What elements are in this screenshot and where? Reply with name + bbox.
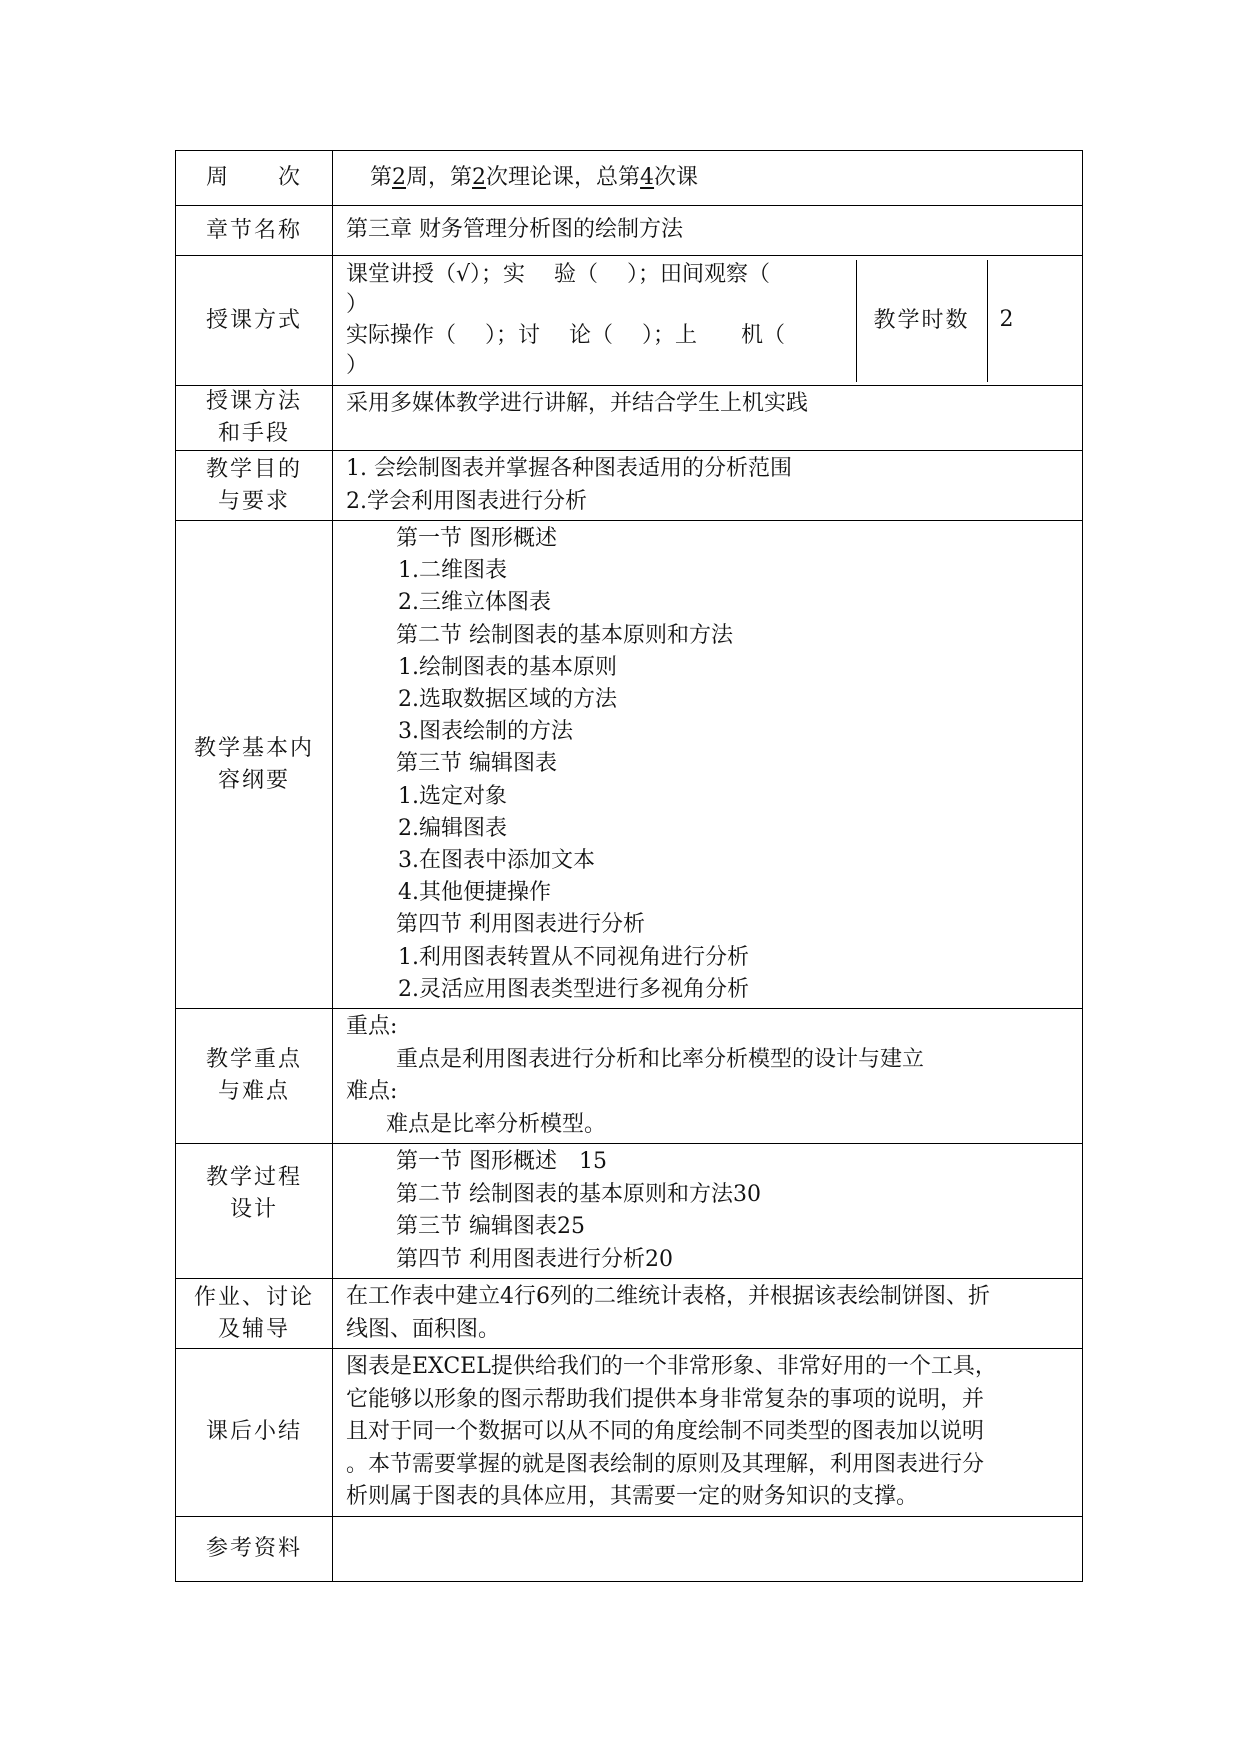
row-summary — [176, 1349, 1083, 1517]
row-references — [176, 1516, 1083, 1581]
row-chapter — [176, 206, 1083, 256]
difficulty-text: 难点是比率分析模型。 — [386, 1111, 607, 1137]
method-inner-table — [333, 260, 1083, 382]
label-teaching-hours: 教学时数 — [856, 260, 987, 382]
label-process: 教学过程 设计 — [176, 1144, 333, 1279]
label-key-points: 教学重点 与难点 — [176, 1009, 333, 1144]
label-goals: 教学目的 与要求 — [176, 451, 333, 521]
row-week — [176, 151, 1083, 206]
value-content — [333, 521, 1083, 1009]
outline-item: 3.在图表中添加文本 — [398, 848, 595, 874]
summary-line: 它能够以形象的图示帮助我们提供本身非常复杂的事项的说明，并 — [346, 1386, 985, 1412]
outline-item: 2.三维立体图表 — [398, 590, 551, 616]
row-homework — [176, 1279, 1083, 1349]
outline-item: 3.图表绘制的方法 — [398, 719, 573, 745]
row-process — [176, 1144, 1083, 1279]
outline-item: 4.其他便捷操作 — [398, 880, 551, 906]
key-point-title: 重点: — [346, 1014, 398, 1040]
value-process — [333, 1144, 1083, 1279]
outline-item: 1.绘制图表的基本原则 — [398, 654, 617, 680]
outline-item: 2.灵活应用图表类型进行多视角分析 — [398, 976, 749, 1002]
method-options-line4: ） — [346, 353, 369, 378]
total-class-number: 4 — [640, 164, 655, 190]
summary-line: 。本节需要掌握的就是图表绘制的原则及其理解，利用图表进行分 — [346, 1451, 985, 1477]
value-chapter: 第三章 财务管理分析图的绘制方法 — [333, 206, 1083, 256]
label-week: 周 次 — [176, 151, 333, 206]
process-item: 第三节 编辑图表25 — [396, 1214, 585, 1240]
row-key-points — [176, 1009, 1083, 1144]
outline-item: 1.利用图表转置从不同视角进行分析 — [398, 944, 749, 970]
value-summary — [333, 1349, 1083, 1517]
row-goals — [176, 451, 1083, 521]
outline-item: 1.选定对象 — [398, 783, 507, 809]
label-references: 参考资料 — [176, 1516, 333, 1581]
difficulty-title: 难点: — [346, 1079, 398, 1105]
label-chapter: 章节名称 — [176, 206, 333, 256]
value-teaching-hours: 2 — [987, 260, 1083, 382]
value-key-points — [333, 1009, 1083, 1144]
summary-line: 图表是EXCEL提供给我们的一个非常形象、非常好用的一个工具， — [346, 1354, 997, 1380]
label-homework: 作业、讨论 及辅导 — [176, 1279, 333, 1349]
outline-section: 第二节 绘制图表的基本原则和方法 — [396, 622, 733, 648]
outline-item: 1.二维图表 — [398, 558, 507, 584]
label-method: 授课方式 — [176, 256, 333, 386]
week-number: 2 — [392, 164, 407, 190]
summary-line: 析则属于图表的具体应用，其需要一定的财务知识的支撑。 — [346, 1484, 919, 1510]
value-method-container — [333, 256, 1083, 386]
label-means: 授课方法 和手段 — [176, 386, 333, 451]
summary-line: 且对于同一个数据可以从不同的角度绘制不同类型的图表加以说明 — [346, 1419, 985, 1445]
process-item: 第四节 利用图表进行分析20 — [396, 1246, 673, 1272]
value-homework: 在工作表中建立4行6列的二维统计表格，并根据该表绘制饼图、折 线图、面积图。 — [333, 1279, 1083, 1349]
process-item: 第二节 绘制图表的基本原则和方法30 — [396, 1181, 761, 1207]
outline-item: 2.编辑图表 — [398, 815, 507, 841]
theory-class-number: 2 — [472, 164, 487, 190]
value-means: 采用多媒体教学进行讲解，并结合学生上机实践 — [333, 386, 1083, 451]
outline-section: 第三节 编辑图表 — [396, 751, 557, 777]
lesson-plan-table — [175, 150, 1083, 1582]
process-item: 第一节 图形概述 15 — [396, 1149, 607, 1175]
value-references — [333, 1516, 1083, 1581]
method-options-line3: 实际操作（ ）；讨 论（ ）；上 机（ — [346, 322, 785, 348]
method-options-line2: ） — [346, 292, 369, 317]
outline-item: 2.选取数据区域的方法 — [398, 687, 617, 713]
method-options — [333, 260, 856, 382]
row-content — [176, 521, 1083, 1009]
label-content: 教学基本内 容纲要 — [176, 521, 333, 1009]
row-method — [176, 256, 1083, 386]
row-means — [176, 386, 1083, 451]
goal-item: 2.学会利用图表进行分析 — [346, 488, 587, 514]
label-summary: 课后小结 — [176, 1349, 333, 1517]
outline-section: 第一节 图形概述 — [396, 526, 557, 551]
value-week: 第2周，第2次理论课，总第4次课 — [333, 151, 1083, 206]
outline-section: 第四节 利用图表进行分析 — [396, 912, 645, 938]
value-goals — [333, 451, 1083, 521]
key-point-text: 重点是利用图表进行分析和比率分析模型的设计与建立 — [396, 1046, 925, 1072]
goal-item: 1. 会绘制图表并掌握各种图表适用的分析范围 — [346, 456, 792, 481]
method-options-line1: 课堂讲授（√）；实 验（ ）；田间观察（ — [346, 261, 771, 287]
